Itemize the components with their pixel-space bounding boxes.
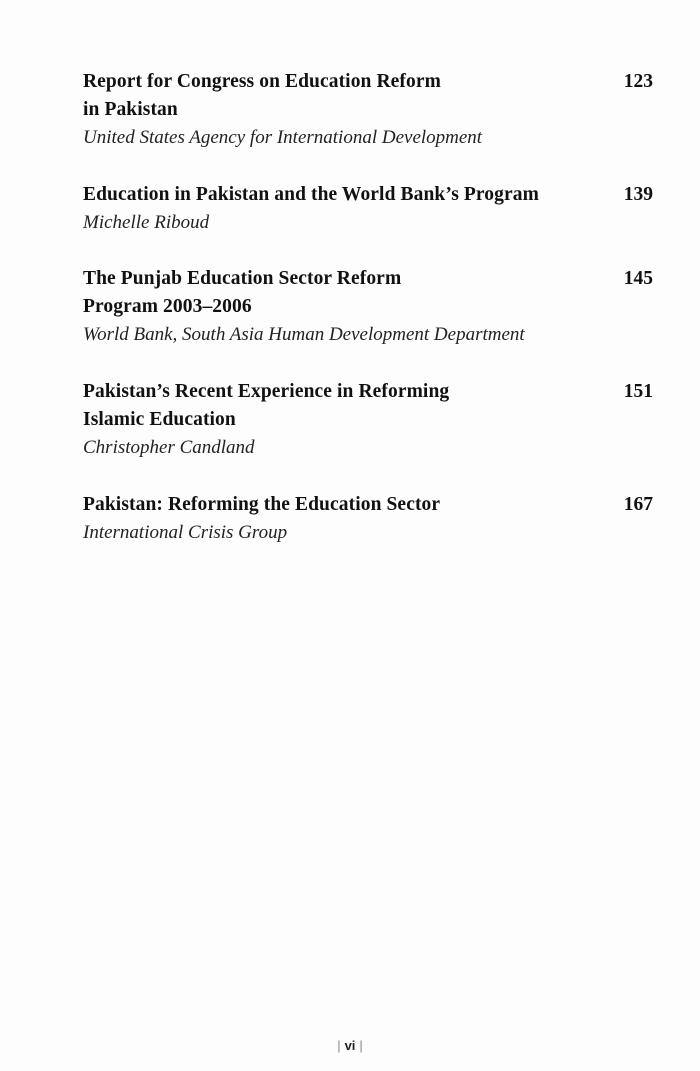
- folio-page-number: vi: [344, 1038, 356, 1053]
- entry-author: Michelle Riboud: [83, 212, 210, 233]
- entry-title: [83, 378, 655, 434]
- entry-author: International Crisis Group: [83, 522, 288, 543]
- entry-title-line: Pakistan’s Recent Experience in Reforming: [83, 381, 450, 402]
- entry-title-line: Islamic Education: [83, 409, 236, 430]
- folio-bar-right: |: [359, 1038, 363, 1053]
- toc-entry: [83, 68, 655, 152]
- toc-entry: [83, 491, 655, 547]
- entry-page-number: 123: [623, 71, 653, 92]
- toc-entry: [83, 181, 655, 237]
- entry-title-line: Pakistan: Reforming the Education Sector: [83, 494, 441, 515]
- entry-title-line: Report for Congress on Education Reform: [83, 71, 441, 92]
- entry-title-line: Education in Pakistan and the World Bank’s Program: [83, 184, 539, 205]
- entry-title-line: in Pakistan: [83, 99, 178, 120]
- entry-author: United States Agency for International Development: [83, 127, 483, 148]
- entry-page-number: 139: [623, 184, 653, 205]
- entry-page-number: 167: [623, 494, 653, 515]
- entry-page-number: 145: [623, 268, 653, 289]
- page-folio: [0, 1038, 700, 1053]
- folio-bar-left: |: [337, 1038, 341, 1053]
- entry-author: World Bank, South Asia Human Development Department: [83, 324, 525, 345]
- entry-title-line: Program 2003–2006: [83, 296, 252, 317]
- entry-title: [83, 68, 655, 124]
- entry-author: Christopher Candland: [83, 437, 255, 458]
- toc-entry: [83, 378, 655, 462]
- entry-title-line: The Punjab Education Sector Reform: [83, 268, 402, 289]
- entry-title: [83, 265, 655, 321]
- toc-entry: [83, 265, 655, 349]
- entry-title: [83, 491, 655, 519]
- entry-title: [83, 181, 655, 209]
- entry-page-number: 151: [623, 381, 653, 402]
